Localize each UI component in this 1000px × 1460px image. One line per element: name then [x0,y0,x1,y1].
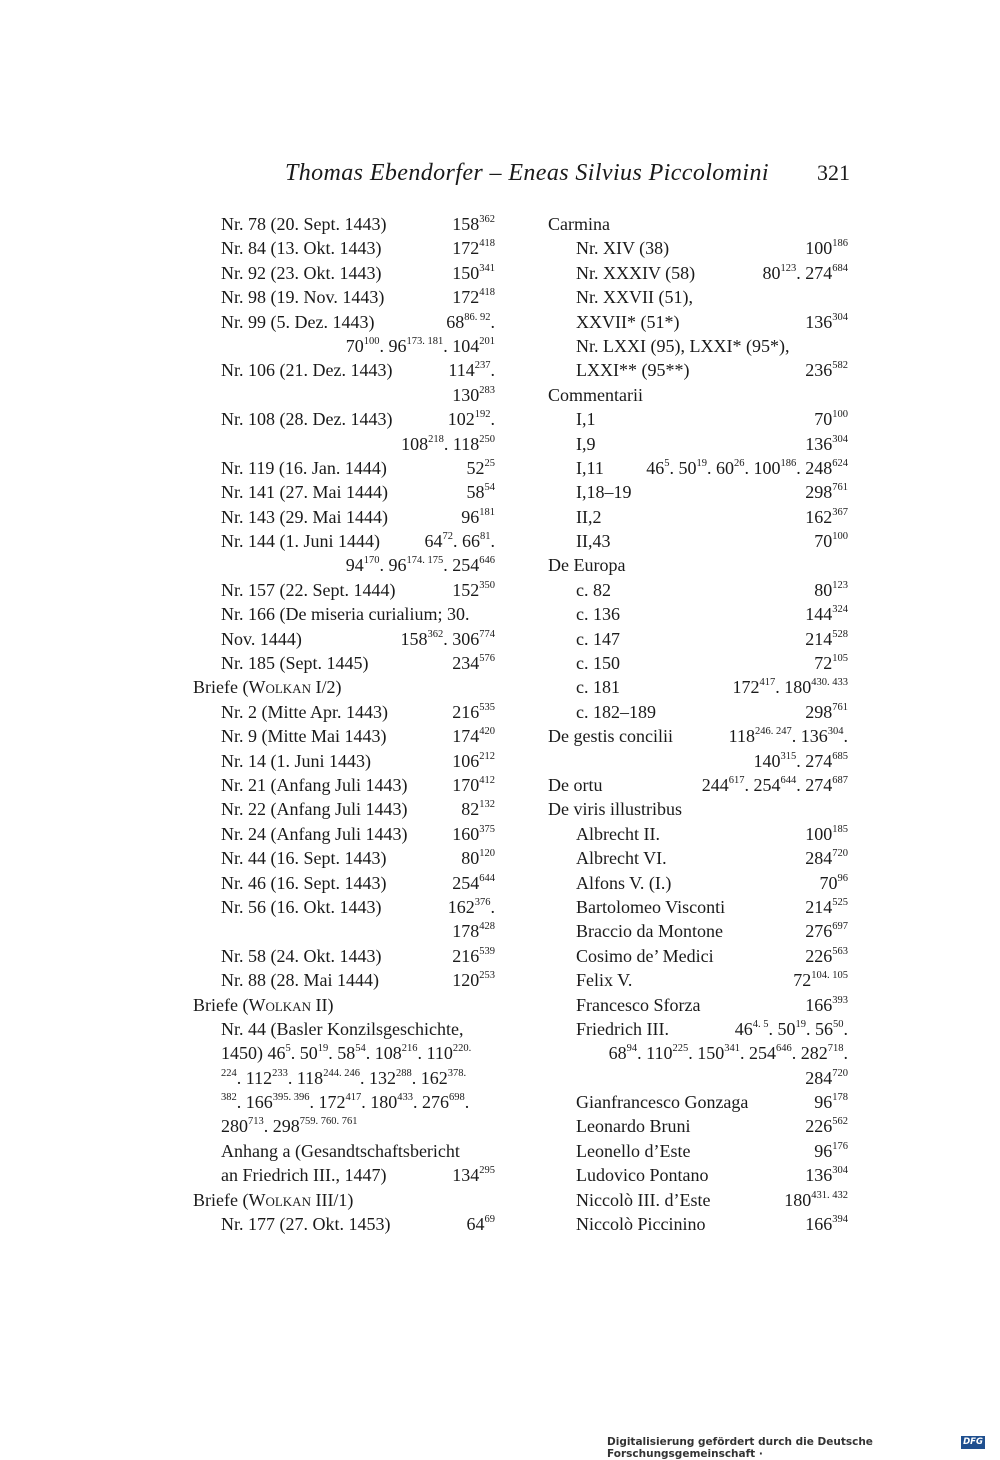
index-entry [193,651,495,675]
entry-pages: $70^{100}$ [814,531,848,552]
entry-pages: $64^{72}$. $66^{81}$. [424,531,495,552]
entry-term: Nr. 143 (29. Mai 1444) [221,506,388,527]
index-entry [193,944,495,968]
index-entry [548,456,848,480]
entry-pages: $226^{563}$ [805,945,848,966]
index-entry [548,993,848,1017]
index-entry [548,383,848,407]
entry-term: c. 147 [576,628,620,649]
entry-pages: $72^{104. 105}$ [793,970,848,991]
entry-term: De ortu [548,774,603,795]
index-entry [548,724,848,748]
index-entry [548,1066,848,1090]
entry-pages: $100^{186}$ [805,238,848,259]
entry-term: Nr. 21 (Anfang Juli 1443) [221,774,408,795]
index-entry [548,334,848,358]
index-entry [193,797,495,821]
entry-term: Anhang a (Gesandtschaftsbericht [221,1140,460,1161]
entry-pages: $100^{185}$ [805,823,848,844]
entry-pages: $70^{100}$. $96^{173. 181}$. $104^{201}$ [345,335,495,356]
index-entry [193,261,495,285]
footer-text: Digitalisierung gefördert durch die Deutsche Forschungsgemeinschaft · [607,1436,873,1460]
entry-pages: $70^{100}$ [814,409,848,430]
index-entry [548,310,848,334]
entry-term: Albrecht VI. [576,848,667,869]
index-entry [548,602,848,626]
index-entry [548,358,848,382]
entry-term: Nr. XXXIV (58) [576,262,696,283]
entry-term: Nr. 157 (22. Sept. 1444) [221,579,396,600]
index-entry [193,846,495,870]
index-entry [548,749,848,773]
index-entry [548,651,848,675]
entry-term: De gestis concilii [548,726,673,747]
footer-credit [605,1435,985,1460]
index-entry [193,1066,495,1090]
index-entry [193,724,495,748]
index-entry [193,895,495,919]
entry-pages: $52^{25}$ [466,457,495,478]
entry-pages: $216^{535}$ [452,701,495,722]
entry-pages: $166^{394}$ [805,1214,848,1235]
index-entry [193,675,495,699]
entry-term: Carmina [548,214,610,234]
entry-pages: $140^{315}$. $274^{685}$ [753,750,848,771]
entry-term: Nr. 2 (Mitte Apr. 1443) [221,701,388,722]
index-entry [548,846,848,870]
entry-term: Bartolomeo Visconti [576,896,726,917]
entry-term: $280^{713}$. $298^{759. 760. 761}$ [221,1116,358,1137]
entry-term: $^{382}$. $166^{395. 396}$. $172^{417}$. $180^{433}$. $276^{698}$. [221,1092,470,1113]
index-entry [193,578,495,602]
entry-term: Briefe (Wolkan II) [193,994,334,1015]
index-entry [193,1188,495,1212]
index-entry [548,480,848,504]
index-entry [193,993,495,1017]
index-entry [548,1163,848,1187]
entry-term: Leonardo Bruni [576,1116,691,1137]
entry-pages: $136^{304}$ [805,311,848,332]
entry-term: I,11 [576,457,604,478]
entry-term: Nr. 185 (Sept. 1445) [221,653,369,674]
index-entry [193,285,495,309]
entry-pages: $234^{576}$ [452,653,495,674]
entry-term: Nr. LXXI (95), LXXI* (95*), [576,335,790,356]
index-entry [193,480,495,504]
entry-pages: $216^{539}$ [452,945,495,966]
entry-pages: $162^{376}$. [447,896,495,917]
entry-term: Albrecht II. [576,823,660,844]
index-entry [548,1017,848,1041]
index-entry [548,578,848,602]
index-entry [548,407,848,431]
index-entry [548,1090,848,1114]
index-entry [193,505,495,529]
entry-term: XXVII* (51*) [576,311,680,332]
entry-pages: $166^{393}$ [805,994,848,1015]
index-entry [193,1212,495,1236]
index-entry [548,1188,848,1212]
entry-term: Nr. XIV (38) [576,238,670,259]
index-entry [193,334,495,358]
index-entry [548,675,848,699]
entry-term: I,18–19 [576,482,632,503]
entry-pages: $172^{417}$. $180^{430. 433}$ [732,677,848,698]
index-entry [548,1041,848,1065]
entry-term: Francesco Sforza [576,994,701,1015]
index-entry [548,627,848,651]
entry-pages: $276^{697}$ [805,921,848,942]
entry-term: Leonello d’Este [576,1140,691,1161]
entry-pages: $284^{720}$ [805,1067,848,1088]
entry-pages: $144^{324}$ [805,604,848,625]
entry-term: I,9 [576,433,596,454]
page-number: 321 [817,160,850,185]
entry-term: c. 182–189 [576,701,656,722]
entry-term: Gianfrancesco Gonzaga [576,1092,749,1113]
entry-term: Nr. 84 (13. Okt. 1443) [221,238,382,259]
entry-term: Nr. 58 (24. Okt. 1443) [221,945,382,966]
entry-term: Nr. 56 (16. Okt. 1443) [221,896,382,917]
index-entry [193,602,495,626]
index-entry [193,1017,495,1041]
entry-pages: $64^{69}$ [466,1214,495,1235]
entry-pages: $136^{304}$ [805,1165,848,1186]
index-entry [193,871,495,895]
entry-term: Nr. 166 (De miseria curialium; 30. [221,604,470,625]
entry-pages: $158^{362}$. $306^{774}$ [400,628,495,649]
entry-pages: $152^{350}$ [452,579,495,600]
dfg-logo: DFG [961,1436,985,1449]
entry-pages: $102^{192}$. [447,409,495,430]
index-entry [548,529,848,553]
entry-term: Nr. XXVII (51), [576,287,693,308]
index-entry [548,700,848,724]
index-entry [193,749,495,773]
entry-term: Nr. 88 (28. Mai 1444) [221,970,379,991]
entry-pages: $178^{428}$ [452,921,495,942]
entry-term: Briefe (Wolkan III/1) [193,1189,354,1210]
entry-term: Nr. 44 (16. Sept. 1443) [221,848,387,869]
entry-term: Ludovico Pontano [576,1165,709,1186]
entry-term: Niccolò III. d’Este [576,1189,711,1210]
index-entry [548,919,848,943]
entry-term: Cosimo de’ Medici [576,945,714,966]
entry-pages: $298^{761}$ [805,701,848,722]
entry-pages: $108^{218}$. $118^{250}$ [401,433,495,454]
index-entry [548,1114,848,1138]
entry-term: Nr. 78 (20. Sept. 1443) [221,214,387,234]
entry-term: c. 181 [576,677,620,698]
index-entry [193,627,495,651]
index-entry [548,432,848,456]
index-entry [193,358,495,382]
entry-term: Nr. 99 (5. Dez. 1443) [221,311,375,332]
index-entry [548,212,848,236]
index-entry [193,773,495,797]
index-entry [548,773,848,797]
entry-pages: $160^{375}$ [452,823,495,844]
entry-term: Nr. 144 (1. Juni 1444) [221,531,380,552]
entry-term: Braccio da Montone [576,921,723,942]
entry-pages: $130^{283}$ [452,384,495,405]
index-entry [548,1139,848,1163]
index-entry [548,1212,848,1236]
entry-pages: $70^{96}$ [819,872,848,893]
entry-pages: $298^{761}$ [805,482,848,503]
index-entry [548,285,848,309]
entry-term: Alfons V. (I.) [576,872,672,893]
entry-pages: $82^{132}$ [461,799,495,820]
index-entry [193,310,495,334]
index-entry [548,797,848,821]
entry-pages: $114^{237}$. [448,360,495,381]
entry-term: Nr. 92 (23. Okt. 1443) [221,262,382,283]
entry-pages: $180^{431. 432}$ [784,1189,848,1210]
entry-pages: $68^{86. 92}$. [446,311,495,332]
entry-term: Nr. 106 (21. Dez. 1443) [221,360,393,381]
entry-term: Commentarii [548,384,643,405]
index-entry [193,1090,495,1114]
entry-pages: $72^{105}$ [814,653,848,674]
entry-term: c. 150 [576,653,620,674]
index-entry [548,236,848,260]
index-entry [548,553,848,577]
entry-term: Niccolò Piccinino [576,1214,706,1235]
entry-term: De viris illustribus [548,799,682,820]
entry-term: II,2 [576,506,602,527]
entry-term: Nr. 108 (28. Dez. 1443) [221,409,393,430]
entry-term: Nr. 177 (27. Okt. 1453) [221,1214,391,1235]
entry-pages: $162^{367}$ [805,506,848,527]
entry-term: 1450) $46^5$. $50^{19}$. $58^{54}$. $108^{216}$. $110^{220.}$ [221,1043,472,1064]
index-entry [193,1139,495,1163]
entry-pages: $214^{528}$ [805,628,848,649]
entry-term: Friedrich III. [576,1018,669,1039]
entry-term: Nr. 98 (19. Nov. 1443) [221,287,385,308]
index-entry [548,944,848,968]
entry-term: II,43 [576,531,611,552]
index-entry [193,432,495,456]
entry-term: c. 136 [576,604,620,625]
index-entry [193,1163,495,1187]
entry-term: Briefe (Wolkan I/2) [193,677,342,698]
entry-term: De Europa [548,555,626,576]
entry-term: Nr. 44 (Basler Konzilsgeschichte, [221,1018,464,1039]
entry-pages: $226^{562}$ [805,1116,848,1137]
entry-pages: $284^{720}$ [805,848,848,869]
entry-pages: $158^{362}$ [452,214,495,234]
entry-pages: $118^{246. 247}$. $136^{304}$. [728,726,848,747]
entry-pages: $134^{295}$ [452,1165,495,1186]
entry-term: Nr. 14 (1. Juni 1443) [221,750,371,771]
entry-pages: $106^{212}$ [452,750,495,771]
index-entry [193,919,495,943]
entry-pages: $68^{94}$. $110^{225}$. $150^{341}$. $254^{646}$. $282^{718}$. [608,1043,848,1064]
index-entry [193,407,495,431]
index-entry [193,1114,495,1138]
entry-term: Felix V. [576,970,633,991]
index-entry [193,236,495,260]
index-entry [548,822,848,846]
entry-term: an Friedrich III., 1447) [221,1165,387,1186]
header-title: Thomas Ebendorfer – Eneas Silvius Piccolomini [285,160,769,186]
index-entry [193,383,495,407]
index-entry [548,968,848,992]
entry-pages: $46^{4. 5}$. $50^{19}$. $56^{50}$. [734,1018,848,1039]
entry-pages: $94^{170}$. $96^{174. 175}$. $254^{646}$ [345,555,495,576]
entry-pages: $96^{178}$ [814,1092,848,1113]
entry-pages: $170^{412}$ [452,774,495,795]
entry-term: LXXI** (95**) [576,360,690,381]
index-column-left [193,212,495,1236]
entry-pages: $120^{253}$ [452,970,495,991]
entry-pages: $236^{582}$ [805,360,848,381]
entry-term: Nov. 1444) [221,628,302,649]
entry-pages: $136^{304}$ [805,433,848,454]
index-entry [548,895,848,919]
index-entry [193,1041,495,1065]
index-entry [193,553,495,577]
entry-term: Nr. 119 (16. Jan. 1444) [221,457,387,478]
index-entry [548,261,848,285]
entry-pages: $150^{341}$ [452,262,495,283]
index-entry [193,212,495,236]
entry-pages: $46^5$. $50^{19}$. $60^{26}$. $100^{186}$. $248^{624}$ [646,457,848,478]
index-entry [193,968,495,992]
entry-pages: $80^{120}$ [461,848,495,869]
entry-pages: $244^{617}$. $254^{644}$. $274^{687}$ [701,774,848,795]
entry-pages: $96^{181}$ [461,506,495,527]
entry-pages: $254^{644}$ [452,872,495,893]
entry-pages: $80^{123}$ [814,579,848,600]
index-entry [193,456,495,480]
entry-term: c. 82 [576,579,611,600]
index-column-right [548,212,848,1236]
index-entry [193,529,495,553]
entry-pages: $80^{123}$. $274^{684}$ [762,262,848,283]
entry-pages: $214^{525}$ [805,896,848,917]
entry-pages: $172^{418}$ [452,287,495,308]
entry-pages: $58^{54}$ [466,482,495,503]
entry-pages: $174^{420}$ [452,726,495,747]
entry-term: $^{224}$. $112^{233}$. $118^{244. 246}$. $132^{288}$. $162^{378.}$ [221,1067,467,1088]
entry-term: Nr. 24 (Anfang Juli 1443) [221,823,408,844]
entry-pages: $96^{176}$ [814,1140,848,1161]
index-entry [548,505,848,529]
entry-term: Nr. 141 (27. Mai 1444) [221,482,388,503]
index-entry [548,871,848,895]
entry-term: Nr. 46 (16. Sept. 1443) [221,872,387,893]
entry-pages: $172^{418}$ [452,238,495,259]
running-header [285,160,850,196]
entry-term: Nr. 22 (Anfang Juli 1443) [221,799,408,820]
entry-term: I,1 [576,409,596,430]
index-entry [193,822,495,846]
index-entry [193,700,495,724]
entry-term: Nr. 9 (Mitte Mai 1443) [221,726,387,747]
